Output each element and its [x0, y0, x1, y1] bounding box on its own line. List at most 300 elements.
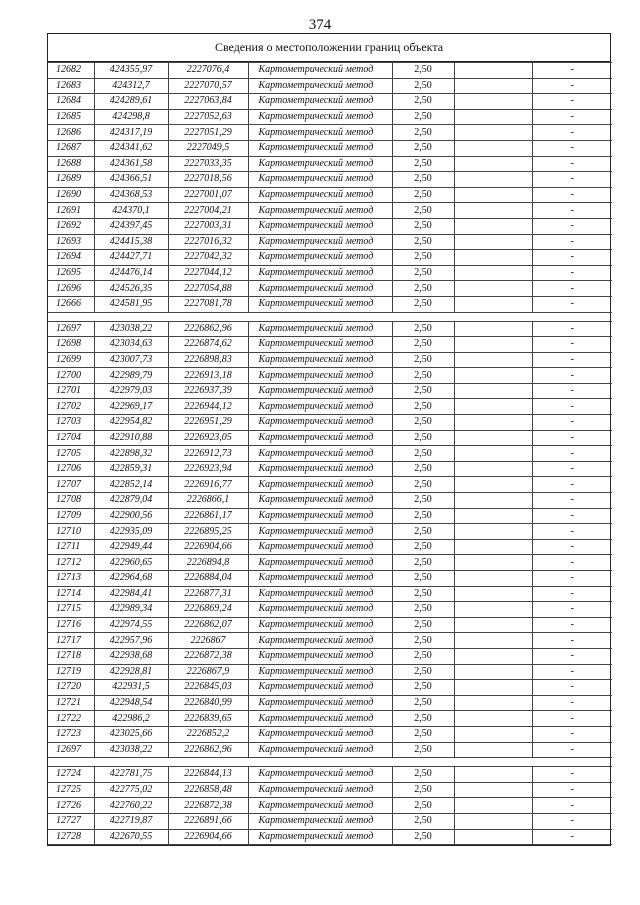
table-row [48, 383, 612, 399]
method-cell: Картометрический метод [248, 337, 392, 353]
coordinate-x: 424581,95 [94, 296, 168, 312]
point-number: 12690 [48, 187, 94, 203]
precision-cell: 2,50 [392, 829, 454, 845]
point-number: 12705 [48, 446, 94, 462]
coordinate-y: 2226874,62 [168, 337, 248, 353]
method-cell: Картометрический метод [248, 281, 392, 297]
precision-cell: 2,50 [392, 524, 454, 540]
note-cell: - [532, 337, 612, 353]
coordinate-x: 424397,45 [94, 218, 168, 234]
point-number: 12697 [48, 742, 94, 758]
note-cell: - [532, 399, 612, 415]
note-cell: - [532, 767, 612, 783]
separator-cell [48, 758, 612, 767]
point-number: 12704 [48, 430, 94, 446]
empty-cell [454, 125, 532, 141]
precision-cell: 2,50 [392, 368, 454, 384]
note-cell: - [532, 446, 612, 462]
precision-cell: 2,50 [392, 539, 454, 555]
empty-cell [454, 461, 532, 477]
coordinate-y: 2226877,31 [168, 586, 248, 602]
table-row [48, 477, 612, 493]
point-number: 12722 [48, 711, 94, 727]
coordinate-x: 423038,22 [94, 321, 168, 337]
note-cell: - [532, 711, 612, 727]
coordinate-x: 422948,54 [94, 695, 168, 711]
note-cell: - [532, 368, 612, 384]
precision-cell: 2,50 [392, 203, 454, 219]
coordinate-y: 2227003,31 [168, 218, 248, 234]
coordinate-y: 2226862,07 [168, 617, 248, 633]
empty-cell [454, 234, 532, 250]
coordinate-x: 424366,51 [94, 172, 168, 188]
empty-cell [454, 493, 532, 509]
coordinate-y: 2227042,32 [168, 250, 248, 266]
coordinate-x: 422957,96 [94, 633, 168, 649]
coordinate-x: 422964,68 [94, 571, 168, 587]
table-row [48, 250, 612, 266]
note-cell: - [532, 250, 612, 266]
note-cell: - [532, 477, 612, 493]
point-number: 12712 [48, 555, 94, 571]
table-row [48, 234, 612, 250]
point-number: 12699 [48, 352, 94, 368]
table-row [48, 352, 612, 368]
table-row [48, 648, 612, 664]
boundary-table-sheet [47, 33, 611, 846]
precision-cell: 2,50 [392, 352, 454, 368]
coordinate-x: 422859,31 [94, 461, 168, 477]
coordinate-y: 2226898,83 [168, 352, 248, 368]
note-cell: - [532, 430, 612, 446]
method-cell: Картометрический метод [248, 586, 392, 602]
point-number: 12710 [48, 524, 94, 540]
coordinate-y: 2226858,48 [168, 782, 248, 798]
coordinate-x: 423025,66 [94, 726, 168, 742]
empty-cell [454, 680, 532, 696]
empty-cell [454, 250, 532, 266]
coordinate-y: 2227049,5 [168, 140, 248, 156]
separator-cell [48, 312, 612, 321]
note-cell: - [532, 383, 612, 399]
table-row [48, 140, 612, 156]
method-cell: Картометрический метод [248, 383, 392, 399]
precision-cell: 2,50 [392, 617, 454, 633]
coordinate-x: 423034,63 [94, 337, 168, 353]
note-cell: - [532, 234, 612, 250]
point-number: 12688 [48, 156, 94, 172]
empty-cell [454, 399, 532, 415]
table-row [48, 337, 612, 353]
precision-cell: 2,50 [392, 94, 454, 110]
precision-cell: 2,50 [392, 234, 454, 250]
method-cell: Картометрический метод [248, 125, 392, 141]
empty-cell [454, 172, 532, 188]
table-row [48, 617, 612, 633]
point-number: 12728 [48, 829, 94, 845]
empty-cell [454, 63, 532, 79]
coordinate-x: 422989,34 [94, 602, 168, 618]
table-row [48, 203, 612, 219]
note-cell: - [532, 829, 612, 845]
coordinate-x: 422931,5 [94, 680, 168, 696]
coordinate-y: 2226891,66 [168, 813, 248, 829]
table-row [48, 368, 612, 384]
coordinate-x: 422928,81 [94, 664, 168, 680]
table-row [48, 813, 612, 829]
empty-cell [454, 337, 532, 353]
method-cell: Картометрический метод [248, 430, 392, 446]
precision-cell: 2,50 [392, 813, 454, 829]
coordinate-y: 2226869,24 [168, 602, 248, 618]
empty-cell [454, 782, 532, 798]
point-number: 12702 [48, 399, 94, 415]
empty-cell [454, 508, 532, 524]
precision-cell: 2,50 [392, 461, 454, 477]
empty-cell [454, 218, 532, 234]
point-number: 12684 [48, 94, 94, 110]
method-cell: Картометрический метод [248, 571, 392, 587]
coordinate-y: 2227033,35 [168, 156, 248, 172]
method-cell: Картометрический метод [248, 218, 392, 234]
method-cell: Картометрический метод [248, 461, 392, 477]
empty-cell [454, 321, 532, 337]
table-row [48, 829, 612, 845]
note-cell: - [532, 461, 612, 477]
coordinate-x: 422781,75 [94, 767, 168, 783]
coordinate-y: 2227052,63 [168, 109, 248, 125]
table-row [48, 586, 612, 602]
precision-cell: 2,50 [392, 633, 454, 649]
method-cell: Картометрический метод [248, 234, 392, 250]
coordinate-x: 422960,65 [94, 555, 168, 571]
note-cell: - [532, 602, 612, 618]
coordinate-y: 2226862,96 [168, 321, 248, 337]
table-row [48, 571, 612, 587]
precision-cell: 2,50 [392, 430, 454, 446]
coordinate-y: 2226862,96 [168, 742, 248, 758]
note-cell: - [532, 586, 612, 602]
note-cell: - [532, 140, 612, 156]
empty-cell [454, 140, 532, 156]
coordinate-y: 2227016,32 [168, 234, 248, 250]
table-row [48, 726, 612, 742]
method-cell: Картометрический метод [248, 782, 392, 798]
coordinate-x: 422938,68 [94, 648, 168, 664]
method-cell: Картометрический метод [248, 539, 392, 555]
empty-cell [454, 695, 532, 711]
coordinate-y: 2226937,39 [168, 383, 248, 399]
precision-cell: 2,50 [392, 493, 454, 509]
point-number: 12718 [48, 648, 94, 664]
coordinate-x: 424415,38 [94, 234, 168, 250]
note-cell: - [532, 726, 612, 742]
coordinate-y: 2227004,21 [168, 203, 248, 219]
coordinate-y: 2226872,38 [168, 798, 248, 814]
note-cell: - [532, 321, 612, 337]
coordinate-y: 2226895,25 [168, 524, 248, 540]
point-number: 12683 [48, 78, 94, 94]
point-number: 12691 [48, 203, 94, 219]
empty-cell [454, 430, 532, 446]
precision-cell: 2,50 [392, 296, 454, 312]
coordinate-y: 2227044,12 [168, 265, 248, 281]
note-cell: - [532, 571, 612, 587]
coordinate-y: 2226845,03 [168, 680, 248, 696]
coordinate-x: 422910,88 [94, 430, 168, 446]
empty-cell [454, 767, 532, 783]
precision-cell: 2,50 [392, 109, 454, 125]
method-cell: Картометрический метод [248, 109, 392, 125]
precision-cell: 2,50 [392, 680, 454, 696]
coordinate-x: 424361,58 [94, 156, 168, 172]
point-number: 12720 [48, 680, 94, 696]
precision-cell: 2,50 [392, 63, 454, 79]
group-separator [48, 312, 612, 321]
method-cell: Картометрический метод [248, 617, 392, 633]
coordinate-y: 2227070,57 [168, 78, 248, 94]
table-row [48, 281, 612, 297]
coordinate-x: 422979,03 [94, 383, 168, 399]
method-cell: Картометрический метод [248, 726, 392, 742]
page-number: 374 [308, 17, 332, 33]
note-cell: - [532, 648, 612, 664]
precision-cell: 2,50 [392, 321, 454, 337]
table-row [48, 508, 612, 524]
coordinate-y: 2226866,1 [168, 493, 248, 509]
point-number: 12687 [48, 140, 94, 156]
point-number: 12693 [48, 234, 94, 250]
precision-cell: 2,50 [392, 446, 454, 462]
point-number: 12696 [48, 281, 94, 297]
method-cell: Картометрический метод [248, 203, 392, 219]
precision-cell: 2,50 [392, 281, 454, 297]
coordinate-x: 422775,02 [94, 782, 168, 798]
table-row [48, 430, 612, 446]
empty-cell [454, 602, 532, 618]
method-cell: Картометрический метод [248, 265, 392, 281]
table-row [48, 664, 612, 680]
empty-cell [454, 633, 532, 649]
table-row [48, 265, 612, 281]
note-cell: - [532, 415, 612, 431]
table-caption: Сведения о местоположении границ объекта [48, 34, 610, 62]
precision-cell: 2,50 [392, 415, 454, 431]
table-row [48, 94, 612, 110]
method-cell: Картометрический метод [248, 78, 392, 94]
coordinate-x: 424317,19 [94, 125, 168, 141]
coordinates-table [48, 62, 612, 845]
note-cell: - [532, 63, 612, 79]
empty-cell [454, 415, 532, 431]
method-cell: Картометрический метод [248, 555, 392, 571]
precision-cell: 2,50 [392, 383, 454, 399]
table-row [48, 415, 612, 431]
note-cell: - [532, 539, 612, 555]
empty-cell [454, 664, 532, 680]
point-number: 12700 [48, 368, 94, 384]
note-cell: - [532, 617, 612, 633]
point-number: 12692 [48, 218, 94, 234]
point-number: 12707 [48, 477, 94, 493]
note-cell: - [532, 555, 612, 571]
point-number: 12706 [48, 461, 94, 477]
note-cell: - [532, 218, 612, 234]
note-cell: - [532, 187, 612, 203]
table-row [48, 602, 612, 618]
table-row [48, 742, 612, 758]
coordinate-x: 422898,32 [94, 446, 168, 462]
method-cell: Картометрический метод [248, 798, 392, 814]
coordinate-y: 2226894,8 [168, 555, 248, 571]
precision-cell: 2,50 [392, 265, 454, 281]
method-cell: Картометрический метод [248, 156, 392, 172]
point-number: 12682 [48, 63, 94, 79]
table-row [48, 63, 612, 79]
coordinate-x: 422719,87 [94, 813, 168, 829]
precision-cell: 2,50 [392, 187, 454, 203]
empty-cell [454, 265, 532, 281]
method-cell: Картометрический метод [248, 680, 392, 696]
coordinate-x: 422879,04 [94, 493, 168, 509]
empty-cell [454, 813, 532, 829]
coordinate-x: 424476,14 [94, 265, 168, 281]
coordinate-x: 422670,55 [94, 829, 168, 845]
coordinate-y: 2227081,78 [168, 296, 248, 312]
point-number: 12685 [48, 109, 94, 125]
coordinate-y: 2227001,07 [168, 187, 248, 203]
precision-cell: 2,50 [392, 602, 454, 618]
note-cell: - [532, 172, 612, 188]
note-cell: - [532, 203, 612, 219]
coordinate-y: 2226852,2 [168, 726, 248, 742]
method-cell: Картометрический метод [248, 352, 392, 368]
table-row [48, 187, 612, 203]
precision-cell: 2,50 [392, 726, 454, 742]
coordinate-y: 2226844,13 [168, 767, 248, 783]
empty-cell [454, 368, 532, 384]
table-body [48, 63, 612, 845]
note-cell: - [532, 94, 612, 110]
method-cell: Картометрический метод [248, 508, 392, 524]
coordinate-x: 424298,8 [94, 109, 168, 125]
coordinate-x: 422969,17 [94, 399, 168, 415]
coordinate-y: 2227076,4 [168, 63, 248, 79]
point-number: 12717 [48, 633, 94, 649]
coordinate-x: 422949,44 [94, 539, 168, 555]
note-cell: - [532, 78, 612, 94]
method-cell: Картометрический метод [248, 415, 392, 431]
method-cell: Картометрический метод [248, 633, 392, 649]
coordinate-y: 2226839,65 [168, 711, 248, 727]
note-cell: - [532, 508, 612, 524]
point-number: 12716 [48, 617, 94, 633]
method-cell: Картометрический метод [248, 813, 392, 829]
precision-cell: 2,50 [392, 125, 454, 141]
coordinate-y: 2226912,73 [168, 446, 248, 462]
note-cell: - [532, 109, 612, 125]
method-cell: Картометрический метод [248, 368, 392, 384]
empty-cell [454, 203, 532, 219]
precision-cell: 2,50 [392, 156, 454, 172]
precision-cell: 2,50 [392, 508, 454, 524]
coordinate-x: 423038,22 [94, 742, 168, 758]
table-row [48, 767, 612, 783]
coordinate-y: 2226872,38 [168, 648, 248, 664]
point-number: 12701 [48, 383, 94, 399]
coordinate-y: 2226944,12 [168, 399, 248, 415]
note-cell: - [532, 813, 612, 829]
coordinate-x: 424370,1 [94, 203, 168, 219]
empty-cell [454, 726, 532, 742]
empty-cell [454, 798, 532, 814]
note-cell: - [532, 493, 612, 509]
note-cell: - [532, 156, 612, 172]
method-cell: Картометрический метод [248, 742, 392, 758]
precision-cell: 2,50 [392, 586, 454, 602]
precision-cell: 2,50 [392, 782, 454, 798]
point-number: 12695 [48, 265, 94, 281]
precision-cell: 2,50 [392, 648, 454, 664]
method-cell: Картометрический метод [248, 648, 392, 664]
note-cell: - [532, 524, 612, 540]
note-cell: - [532, 296, 612, 312]
empty-cell [454, 711, 532, 727]
empty-cell [454, 648, 532, 664]
empty-cell [454, 524, 532, 540]
coordinate-y: 2227018,56 [168, 172, 248, 188]
coordinate-y: 2226861,17 [168, 508, 248, 524]
coordinate-x: 422935,09 [94, 524, 168, 540]
point-number: 12694 [48, 250, 94, 266]
point-number: 12703 [48, 415, 94, 431]
table-row [48, 399, 612, 415]
coordinate-x: 424341,62 [94, 140, 168, 156]
method-cell: Картометрический метод [248, 321, 392, 337]
coordinate-x: 424289,61 [94, 94, 168, 110]
table-row [48, 711, 612, 727]
coordinate-y: 2226884,04 [168, 571, 248, 587]
coordinate-y: 2227051,29 [168, 125, 248, 141]
note-cell: - [532, 680, 612, 696]
precision-cell: 2,50 [392, 337, 454, 353]
empty-cell [454, 78, 532, 94]
coordinate-x: 424312,7 [94, 78, 168, 94]
method-cell: Картометрический метод [248, 829, 392, 845]
coordinate-y: 2226951,29 [168, 415, 248, 431]
point-number: 12708 [48, 493, 94, 509]
coordinate-y: 2226923,94 [168, 461, 248, 477]
coordinate-y: 2227063,84 [168, 94, 248, 110]
table-row [48, 125, 612, 141]
method-cell: Картометрический метод [248, 172, 392, 188]
point-number: 12724 [48, 767, 94, 783]
empty-cell [454, 281, 532, 297]
coordinate-y: 2226923,05 [168, 430, 248, 446]
empty-cell [454, 586, 532, 602]
empty-cell [454, 446, 532, 462]
table-row [48, 782, 612, 798]
method-cell: Картометрический метод [248, 63, 392, 79]
point-number: 12713 [48, 571, 94, 587]
table-row [48, 633, 612, 649]
table-row [48, 493, 612, 509]
table-row [48, 172, 612, 188]
coordinate-x: 423007,73 [94, 352, 168, 368]
method-cell: Картометрический метод [248, 664, 392, 680]
coordinate-x: 422760,22 [94, 798, 168, 814]
empty-cell [454, 352, 532, 368]
